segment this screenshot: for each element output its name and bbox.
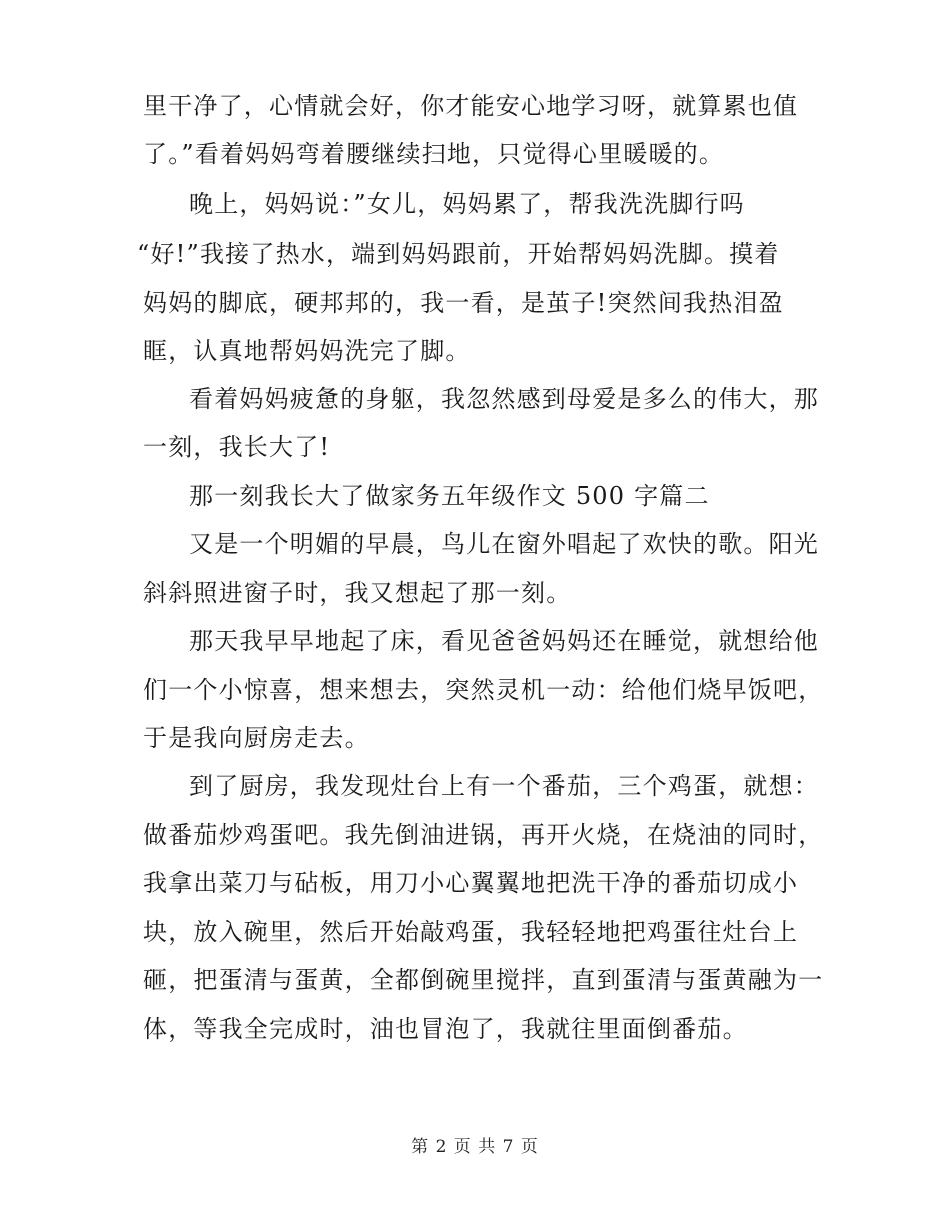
text-line: 又是一个明媚的早晨，鸟儿在窗外唱起了欢快的歌。阳光: [189, 530, 819, 558]
text-line: 做番茄炒鸡蛋吧。我先倒油进锅，再开火烧，在烧油的同时，: [143, 821, 823, 849]
text-line: 妈妈的脚底，硬邦邦的，我一看，是茧子!突然间我热泪盈: [143, 289, 784, 317]
text-line: 我拿出菜刀与砧板，用刀小心翼翼地把洗干净的番茄切成小: [143, 869, 799, 897]
text-line: 砸，把蛋清与蛋黄，全都倒碗里搅拌，直到蛋清与蛋黄融为一: [143, 966, 823, 994]
text-line: “好!”我接了热水，端到妈妈跟前，开始帮妈妈洗脚。摸着: [137, 240, 780, 268]
text-line: 块，放入碗里，然后开始敲鸡蛋，我轻轻地把鸡蛋往灶台上: [143, 918, 799, 946]
text-line: 晚上，妈妈说：”女儿，妈妈累了，帮我洗洗脚行吗: [189, 190, 745, 218]
text-line: 一刻，我长大了!: [143, 433, 331, 461]
text-line: 们一个小惊喜，想来想去，突然灵机一动：给他们烧早饭吧，: [143, 676, 823, 704]
text-line: 看着妈妈疲惫的身躯，我忽然感到母爱是多么的伟大，那: [189, 385, 819, 413]
text-line: 里干净了，心情就会好，你才能安心地学习呀，就算累也值: [143, 92, 799, 120]
text-line: 了。”看着妈妈弯着腰继续扫地，只觉得心里暖暖的。: [143, 140, 725, 168]
text-line: 于是我向厨房走去。: [143, 724, 370, 752]
section-heading: 那一刻我长大了做家务五年级作文 500 字篇二: [189, 482, 710, 510]
text-line: 眶，认真地帮妈妈洗完了脚。: [143, 337, 471, 365]
text-line: 斜斜照进窗子时，我又想起了那一刻。: [143, 579, 572, 607]
text-line: 那天我早早地起了床，看见爸爸妈妈还在睡觉，就想给他: [189, 627, 819, 655]
page-indicator: 第 2 页 共 7 页: [411, 1137, 539, 1157]
text-line: 到了厨房，我发现灶台上有一个番茄，三个鸡蛋，就想：: [189, 772, 819, 800]
text-line: 体，等我全完成时，油也冒泡了，我就往里面倒番茄。: [143, 1015, 748, 1043]
